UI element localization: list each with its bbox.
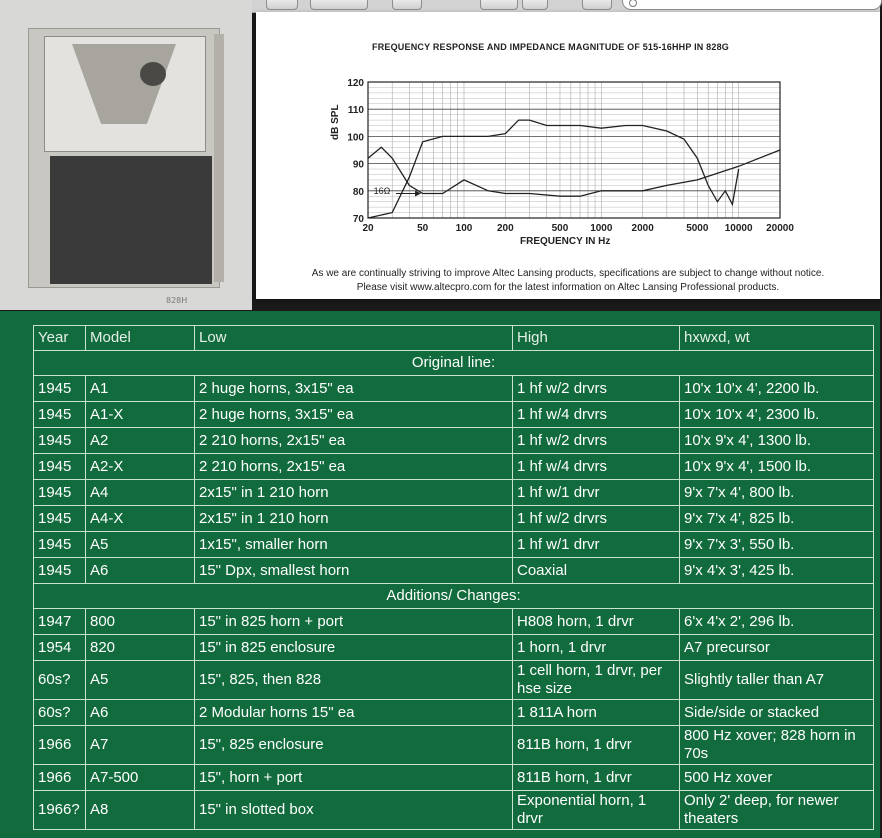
- table-cell: 6'x 4'x 2', 296 lb.: [680, 609, 874, 635]
- table-cell: A2: [86, 428, 195, 454]
- table-cell: A7: [86, 726, 195, 765]
- table-row: [34, 609, 874, 635]
- table-cell: 1945: [34, 428, 86, 454]
- table-cell: 2 huge horns, 3x15" ea: [195, 402, 513, 428]
- section-heading: Additions/ Changes:: [34, 584, 874, 609]
- y-tick-label: 70: [352, 214, 364, 225]
- section-original-line: [34, 351, 874, 376]
- cabinet-side: [214, 34, 224, 282]
- table-cell: 820: [86, 635, 195, 661]
- table-cell: A4: [86, 480, 195, 506]
- table-cell: 1 hf w/4 drvrs: [513, 454, 680, 480]
- table-cell: 2 Modular horns 15" ea: [195, 700, 513, 726]
- table-row: [34, 454, 874, 480]
- table-cell: 1 hf w/1 drvr: [513, 532, 680, 558]
- table-cell: 1 811A horn: [513, 700, 680, 726]
- table-cell: A5: [86, 532, 195, 558]
- table-row: [34, 700, 874, 726]
- search-field[interactable]: [622, 0, 882, 10]
- table-cell: 2 huge horns, 3x15" ea: [195, 376, 513, 402]
- table-row: [34, 558, 874, 584]
- y-tick-label: 80: [352, 186, 364, 198]
- table-header-row: [34, 326, 874, 351]
- table-row: [34, 726, 874, 765]
- table-cell: 1 hf w/2 drvrs: [513, 376, 680, 402]
- table-cell: 15" Dpx, smallest horn: [195, 558, 513, 584]
- table-row: [34, 376, 874, 402]
- table-cell: A8: [86, 791, 195, 830]
- table-cell: A4-X: [86, 506, 195, 532]
- table-cell: 1945: [34, 454, 86, 480]
- table-cell: 9'x 4'x 3', 425 lb.: [680, 558, 874, 584]
- table-cell: 1947: [34, 609, 86, 635]
- table-cell: 500 Hz xover: [680, 765, 874, 791]
- table-cell: 800 Hz xover; 828 horn in 70s: [680, 726, 874, 765]
- table-cell: 60s?: [34, 661, 86, 700]
- table-cell: A7-500: [86, 765, 195, 791]
- x-tick-label: 5000: [686, 223, 709, 234]
- impedance-series-line: [368, 147, 780, 196]
- disclaimer-text: As we are continually striving to improve Altec Lansing products, specifications are subject to change without notice.: [311, 268, 825, 279]
- table-cell: 9'x 7'x 4', 825 lb.: [680, 506, 874, 532]
- table-cell: A6: [86, 700, 195, 726]
- table-cell: 10'x 10'x 4', 2200 lb.: [680, 376, 874, 402]
- table-cell: H808 horn, 1 drvr: [513, 609, 680, 635]
- driver-icon: [140, 62, 166, 86]
- table-cell: 1 hf w/4 drvrs: [513, 402, 680, 428]
- table-cell: 811B horn, 1 drvr: [513, 765, 680, 791]
- x-tick-label: 20000: [766, 223, 794, 234]
- impedance-annotation: 16Ω: [373, 185, 391, 196]
- search-icon: [629, 0, 637, 7]
- table-cell: 1 horn, 1 drvr: [513, 635, 680, 661]
- website-note: Please visit www.altecpro.com for the latest information on Altec Lansing Professional products.: [356, 282, 780, 293]
- table-cell: Exponential horn, 1 drvr: [513, 791, 680, 830]
- table-cell: A2-X: [86, 454, 195, 480]
- table-cell: Slightly taller than A7: [680, 661, 874, 700]
- section-heading: Original line:: [34, 351, 874, 376]
- x-tick-label: 200: [496, 223, 514, 234]
- table-cell: A7 precursor: [680, 635, 874, 661]
- x-tick-label: 10000: [724, 223, 753, 234]
- table-row: [34, 532, 874, 558]
- chart-title: FREQUENCY RESPONSE AND IMPEDANCE MAGNITUDE OF 515-16HHP IN 828G: [372, 42, 730, 52]
- table-cell: 2 210 horns, 2x15" ea: [195, 428, 513, 454]
- table-cell: 10'x 9'x 4', 1500 lb.: [680, 454, 874, 480]
- x-tick-label: 1000: [590, 223, 613, 234]
- table-cell: 1945: [34, 402, 86, 428]
- table-cell: 15", horn + port: [195, 765, 513, 791]
- table-cell: 15", 825 enclosure: [195, 726, 513, 765]
- x-tick-label: 100: [455, 223, 473, 234]
- table-cell: 1945: [34, 532, 86, 558]
- table-cell: 15" in 825 horn + port: [195, 609, 513, 635]
- markup-button[interactable]: [582, 0, 612, 10]
- table-cell: 10'x 10'x 4', 2300 lb.: [680, 402, 874, 428]
- table-cell: 9'x 7'x 3', 550 lb.: [680, 532, 874, 558]
- annotate-button[interactable]: [480, 0, 518, 10]
- table-row: [34, 428, 874, 454]
- sidebar-button[interactable]: [266, 0, 298, 10]
- table-cell: 811B horn, 1 drvr: [513, 726, 680, 765]
- table-cell: 1945: [34, 480, 86, 506]
- x-tick-label: 20: [362, 223, 374, 234]
- table-cell: 9'x 7'x 4', 800 lb.: [680, 480, 874, 506]
- table-cell: A1: [86, 376, 195, 402]
- woofer-grille: [50, 156, 212, 284]
- y-tick-label: 110: [347, 105, 364, 117]
- table-row: [34, 765, 874, 791]
- table-row: [34, 791, 874, 830]
- table-cell: Model: [86, 326, 195, 351]
- table-row: [34, 506, 874, 532]
- share-button[interactable]: [392, 0, 422, 10]
- table-row: [34, 402, 874, 428]
- x-axis-label: FREQUENCY IN Hz: [520, 236, 611, 247]
- table-cell: hxwxd, wt: [680, 326, 874, 351]
- table-cell: Year: [34, 326, 86, 351]
- table-cell: 1 hf w/2 drvrs: [513, 428, 680, 454]
- document-page: [256, 12, 880, 299]
- table-cell: 1966?: [34, 791, 86, 830]
- x-tick-label: 2000: [631, 223, 654, 234]
- table-cell: 10'x 9'x 4', 1300 lb.: [680, 428, 874, 454]
- frequency-response-chart: [336, 76, 794, 234]
- speaker-photo: [0, 0, 252, 310]
- table-cell: 15", 825, then 828: [195, 661, 513, 700]
- table-cell: 1954: [34, 635, 86, 661]
- table-cell: 1966: [34, 765, 86, 791]
- table-cell: 1945: [34, 506, 86, 532]
- table-cell: High: [513, 326, 680, 351]
- table-cell: Side/side or stacked: [680, 700, 874, 726]
- y-tick-label: 120: [347, 78, 364, 89]
- rotate-button[interactable]: [522, 0, 548, 10]
- altec-models-table: [33, 325, 874, 830]
- x-tick-label: 50: [417, 223, 429, 234]
- section-additions: [34, 584, 874, 609]
- y-axis-label: dB SPL: [330, 104, 341, 140]
- table-cell: 800: [86, 609, 195, 635]
- table-cell: A1-X: [86, 402, 195, 428]
- table-cell: 1945: [34, 558, 86, 584]
- plot-frame: [368, 82, 780, 218]
- table-cell: Coaxial: [513, 558, 680, 584]
- table-cell: 2 210 horns, 2x15" ea: [195, 454, 513, 480]
- table-cell: A6: [86, 558, 195, 584]
- table-cell: 15" in 825 enclosure: [195, 635, 513, 661]
- table-cell: 1966: [34, 726, 86, 765]
- table-cell: Low: [195, 326, 513, 351]
- photo-caption: 828H: [166, 296, 188, 305]
- x-tick-label: 500: [551, 223, 569, 234]
- table-cell: 2x15" in 1 210 horn: [195, 506, 513, 532]
- table-cell: 1945: [34, 376, 86, 402]
- table-cell: A5: [86, 661, 195, 700]
- y-tick-label: 90: [352, 159, 364, 171]
- y-tick-label: 100: [347, 132, 364, 144]
- table-row: [34, 661, 874, 700]
- table-cell: 2x15" in 1 210 horn: [195, 480, 513, 506]
- table-cell: 1 hf w/1 drvr: [513, 480, 680, 506]
- zoom-buttons[interactable]: [310, 0, 368, 10]
- table-cell: 15" in slotted box: [195, 791, 513, 830]
- table-cell: 60s?: [34, 700, 86, 726]
- table-cell: 1x15", smaller horn: [195, 532, 513, 558]
- table-cell: 1 hf w/2 drvrs: [513, 506, 680, 532]
- table-cell: 1 cell horn, 1 drvr, per hse size: [513, 661, 680, 700]
- table-row: [34, 635, 874, 661]
- table-cell: Only 2' deep, for newer theaters: [680, 791, 874, 830]
- table-row: [34, 480, 874, 506]
